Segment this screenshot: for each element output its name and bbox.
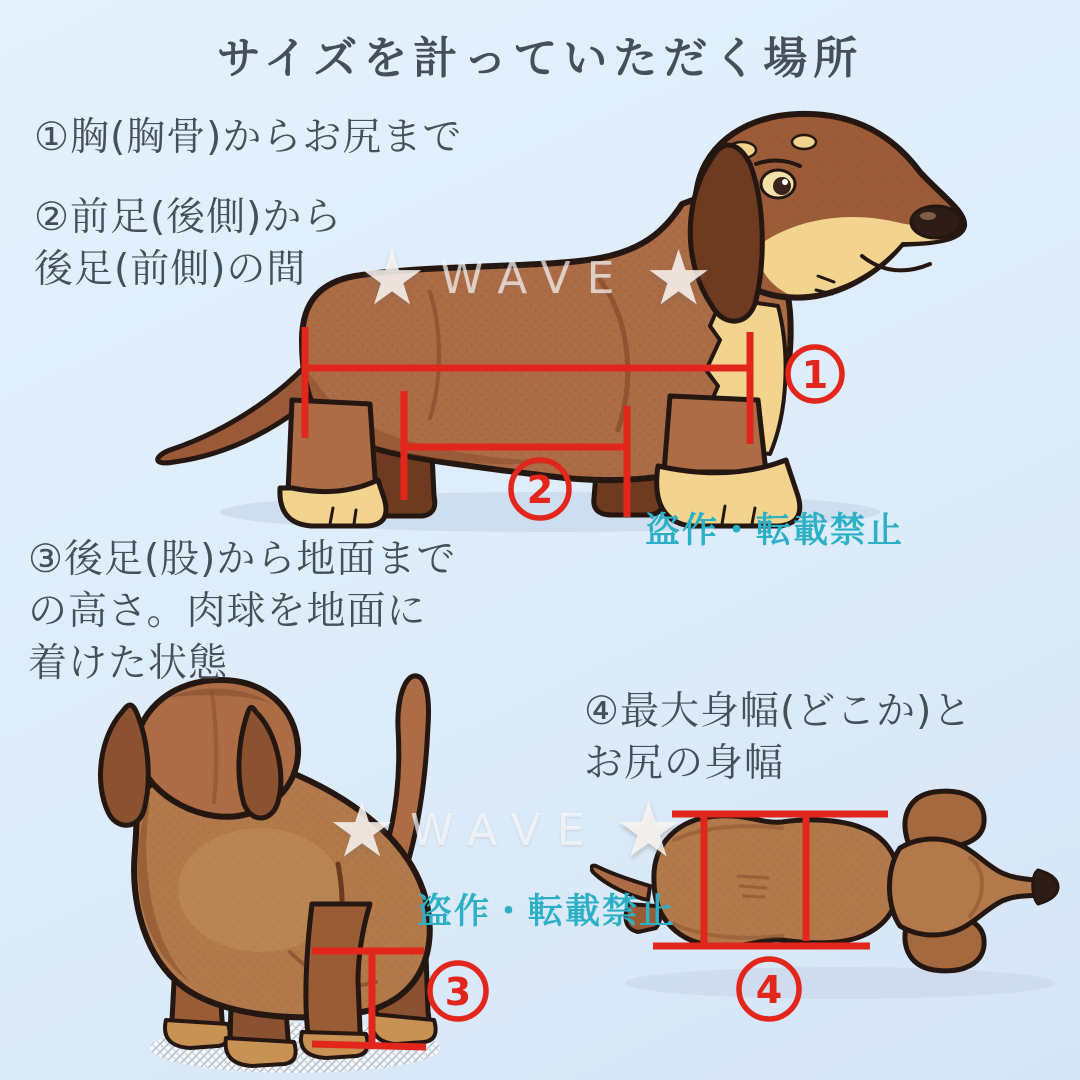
watermark-notice-top: 盗作・転載禁止 — [645, 511, 905, 551]
watermark-brand-text: WAVE — [410, 804, 601, 856]
marker-number-2: 2 — [526, 468, 554, 512]
instruction-3-line: 着けた状態 — [28, 641, 229, 686]
instruction-3 — [28, 534, 456, 690]
instruction-1-line: ①胸(胸骨)からお尻まで — [34, 115, 463, 160]
instruction-1 — [34, 112, 462, 164]
marker-number-1: 1 — [801, 353, 829, 397]
instruction-2-line: 後足(前側)の間 — [34, 247, 307, 292]
instruction-2-line: ②前足(後側)から — [34, 195, 343, 240]
marker-number-4: 4 — [755, 968, 783, 1012]
measure-1-lines — [305, 327, 752, 444]
star-icon: ★ — [644, 233, 713, 322]
measure-3-lines — [312, 951, 426, 1047]
star-icon: ★ — [614, 785, 683, 874]
measure-2-lines — [404, 391, 627, 517]
instruction-4 — [584, 686, 972, 790]
instruction-4-line: お尻の身幅 — [584, 741, 785, 786]
instruction-3-line: ③後足(股)から地面まで — [28, 537, 457, 582]
page-title: サイズを計っていただく場所 — [216, 33, 864, 84]
watermark-brand-text: WAVE — [440, 252, 631, 304]
instruction-4-line: ④最大身幅(どこか)と — [584, 689, 973, 734]
star-icon: ★ — [328, 785, 397, 874]
instruction-2 — [34, 192, 342, 296]
marker-number-3: 3 — [444, 970, 472, 1014]
watermark-notice-bottom: 盗作・転載禁止 — [417, 892, 677, 932]
star-icon: ★ — [358, 233, 427, 322]
instruction-3-line: の高さ。肉球を地面に — [28, 589, 427, 634]
measure-4-lines — [653, 812, 888, 946]
